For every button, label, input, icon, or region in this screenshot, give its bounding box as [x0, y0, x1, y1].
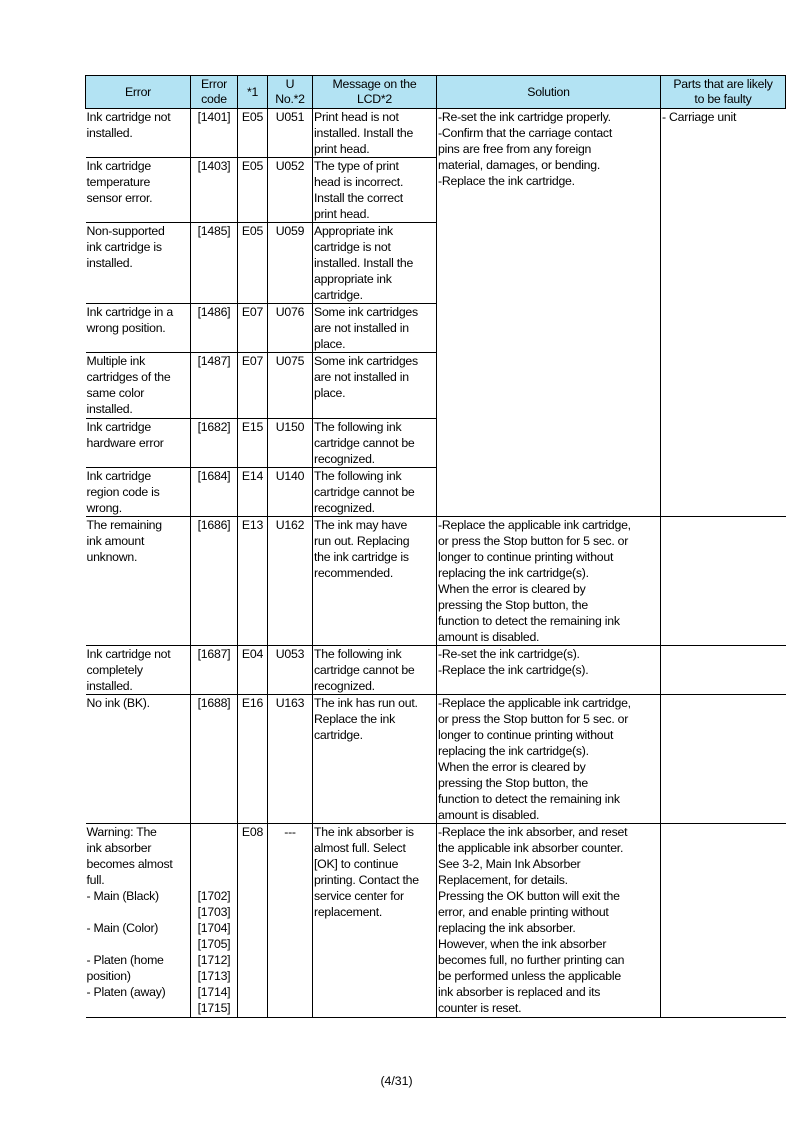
- note1-cell: E05: [238, 223, 268, 304]
- u-no-cell: ---: [268, 824, 313, 1018]
- u-no-cell: U052: [268, 158, 313, 223]
- header-error: Error: [86, 76, 191, 109]
- message-cell: The following ink cartridge cannot be recognized.: [313, 646, 437, 695]
- u-no-cell: U150: [268, 419, 313, 468]
- solution-cell: -Replace the applicable ink cartridge, or press the Stop button for 5 sec. or longer to continue printing without replacing the ink cartridge(s). When the error is cleared by pressing the Stop button, the function to detect the remaining ink amount is disabled.: [437, 695, 661, 824]
- message-cell: Appropriate ink cartridge is not installed. Install the appropriate ink cartridge.: [313, 223, 437, 304]
- error-code-cell: [1688]: [191, 695, 238, 824]
- error-cell: The remaining ink amount unknown.: [86, 517, 191, 646]
- u-no-cell: U059: [268, 223, 313, 304]
- message-cell: The ink may have run out. Replacing the ink cartridge is recommended.: [313, 517, 437, 646]
- u-no-cell: U140: [268, 468, 313, 517]
- table-row: [86, 109, 786, 158]
- solution-cell: -Re-set the ink cartridge properly. -Confirm that the carriage contact pins are free from any foreign material, damages, or bending. -Replace the ink cartridge.: [437, 109, 661, 517]
- error-code-cell: [1401]: [191, 109, 238, 158]
- solution-cell: -Re-set the ink cartridge(s). -Replace the ink cartridge(s).: [437, 646, 661, 695]
- note1-cell: E05: [238, 109, 268, 158]
- error-code-cell: [1487]: [191, 353, 238, 419]
- error-cell: No ink (BK).: [86, 695, 191, 824]
- parts-cell: [661, 517, 786, 646]
- error-cell: Ink cartridge temperature sensor error.: [86, 158, 191, 223]
- solution-cell: -Replace the ink absorber, and reset the applicable ink absorber counter. See 3-2, Main Ink Absorber Replacement, for details. Pressing the OK button will exit the error, and enable printing without replacing the ink absorber. However, when the ink absorber becomes full, no further printing can be performed unless the applicable ink absorber is replaced and its counter is reset.: [437, 824, 661, 1018]
- message-cell: The ink has run out. Replace the ink cartridge.: [313, 695, 437, 824]
- error-code-cell: [1686]: [191, 517, 238, 646]
- header-u-no: U No.*2: [268, 76, 313, 109]
- error-code-cell: [1687]: [191, 646, 238, 695]
- error-cell: Warning: The ink absorber becomes almost full. - Main (Black) - Main (Color) - Platen (home position) - Platen (away): [86, 824, 191, 1018]
- parts-cell: [661, 824, 786, 1018]
- message-cell: Some ink cartridges are not installed in place.: [313, 304, 437, 353]
- error-code-cell: [1702] [1703] [1704] [1705] [1712] [1713] [1714] [1715]: [191, 824, 238, 1018]
- table-row: [86, 824, 786, 1018]
- table-row: [86, 695, 786, 824]
- error-code-cell: [1682]: [191, 419, 238, 468]
- header-parts: Parts that are likely to be faulty: [661, 76, 786, 109]
- parts-cell: [661, 695, 786, 824]
- parts-cell: [661, 646, 786, 695]
- note1-cell: E07: [238, 353, 268, 419]
- note1-cell: E08: [238, 824, 268, 1018]
- note1-cell: E16: [238, 695, 268, 824]
- error-cell: Non-supported ink cartridge is installed.: [86, 223, 191, 304]
- table-row: [86, 646, 786, 695]
- note1-cell: E05: [238, 158, 268, 223]
- header-error-code: Error code: [191, 76, 238, 109]
- message-cell: The following ink cartridge cannot be recognized.: [313, 419, 437, 468]
- table-header: [86, 76, 786, 109]
- parts-cell: - Carriage unit: [661, 109, 786, 517]
- message-cell: The type of print head is incorrect. Install the correct print head.: [313, 158, 437, 223]
- message-cell: The following ink cartridge cannot be recognized.: [313, 468, 437, 517]
- error-code-cell: [1403]: [191, 158, 238, 223]
- page-number: (4/31): [380, 1074, 413, 1088]
- u-no-cell: U051: [268, 109, 313, 158]
- u-no-cell: U053: [268, 646, 313, 695]
- error-cell: Ink cartridge not installed.: [86, 109, 191, 158]
- message-cell: Some ink cartridges are not installed in place.: [313, 353, 437, 419]
- u-no-cell: U075: [268, 353, 313, 419]
- error-cell: Ink cartridge hardware error: [86, 419, 191, 468]
- table-row: [86, 517, 786, 646]
- note1-cell: E15: [238, 419, 268, 468]
- header-solution: Solution: [437, 76, 661, 109]
- error-cell: Multiple ink cartridges of the same color installed.: [86, 353, 191, 419]
- u-no-cell: U076: [268, 304, 313, 353]
- note1-cell: E07: [238, 304, 268, 353]
- note1-cell: E04: [238, 646, 268, 695]
- message-cell: Print head is not installed. Install the print head.: [313, 109, 437, 158]
- header-note1: *1: [238, 76, 268, 109]
- error-table: [85, 75, 786, 1018]
- u-no-cell: U162: [268, 517, 313, 646]
- u-no-cell: U163: [268, 695, 313, 824]
- note1-cell: E14: [238, 468, 268, 517]
- message-cell: The ink absorber is almost full. Select [OK] to continue printing. Contact the service center for replacement.: [313, 824, 437, 1018]
- error-cell: Ink cartridge in a wrong position.: [86, 304, 191, 353]
- error-code-cell: [1486]: [191, 304, 238, 353]
- note1-cell: E13: [238, 517, 268, 646]
- error-cell: Ink cartridge region code is wrong.: [86, 468, 191, 517]
- solution-cell: -Replace the applicable ink cartridge, or press the Stop button for 5 sec. or longer to continue printing without replacing the ink cartridge(s). When the error is cleared by pressing the Stop button, the function to detect the remaining ink amount is disabled.: [437, 517, 661, 646]
- error-cell: Ink cartridge not completely installed.: [86, 646, 191, 695]
- error-code-cell: [1485]: [191, 223, 238, 304]
- error-code-cell: [1684]: [191, 468, 238, 517]
- header-message: Message on the LCD*2: [313, 76, 437, 109]
